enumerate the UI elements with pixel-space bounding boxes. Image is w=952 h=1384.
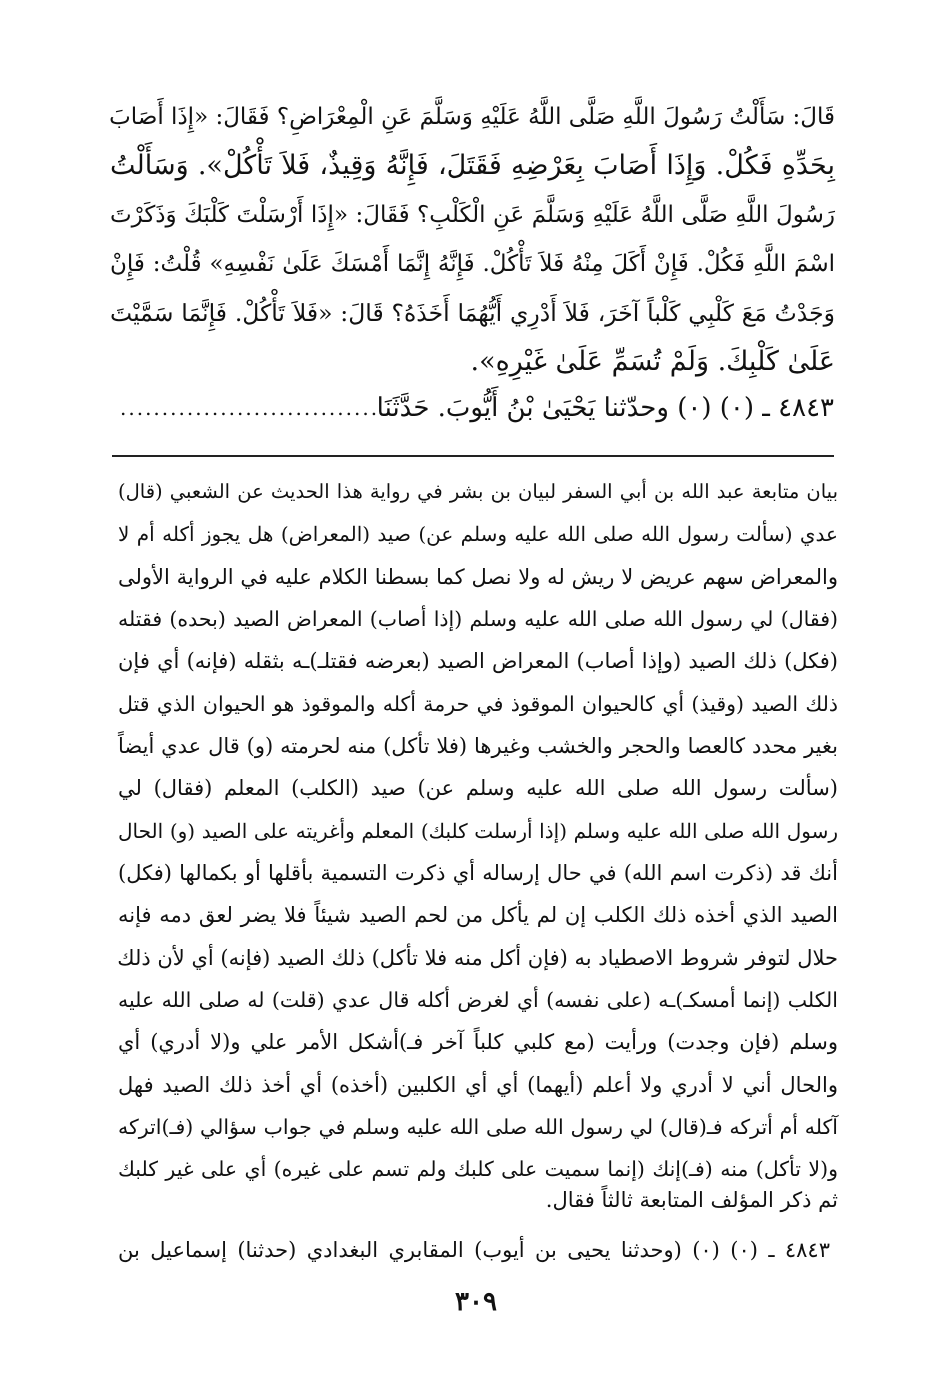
hadith-line: عَلَىٰ كَلْبِكَ. وَلَمْ تُسَمِّ عَلَىٰ غَيْرِهِ». [470,346,835,377]
footnote-separator [112,455,834,457]
commentary-line: (فقال) لي رسول الله صلى الله عليه وسلم (إذا أصاب) المعراض الصيد (بحده) فقتله [118,607,838,631]
commentary-line: وسلم (فإن وجدت) ورأيت (مع كلبي كلباً آخر فـ)أشكل الأمر علي و(لا أدري) أي [118,1030,838,1054]
commentary-line: و(لا تأكل) منه (فـ)إنك (إنما سميت على كلبك ولم تسم على غيره) أي على غير كلبك [118,1157,838,1181]
commentary-line: آكله أم أتركه فـ(قال) لي رسول الله صلى الله عليه وسلم في جواب سؤالي (فـ)اتركه [118,1115,838,1139]
commentary-line: (سألت رسول الله صلى الله عليه وسلم عن) صيد (الكلب) المعلم (فقال) لي [118,776,838,800]
commentary-line: بيان متابعة عبد الله بن أبي السفر لبيان بن بشر في رواية هذا الحديث عن الشعبي (قال) [118,480,838,503]
hadith-line: اسْمَ اللَّهِ فَكُلْ. فَإِنْ أَكَلَ مِنْهُ فَلاَ تَأْكُلْ. فَإِنَّهُ إِنَّمَا أَمْسَكَ عَلَىٰ نَفْسِهِ» قُلْتُ: فَإِنْ [110,251,835,277]
commentary-line: حلال لتوفر شروط الاصطياد به (فإن أكل منه فلا تأكل) ذلك الصيد (فإنه) أي لأن ذلك [117,946,838,970]
next-hadith-lead: ٤٨٤٣ ـ (٠) (٠) وحدّثنا يَحْيَىٰ بْنُ أَيُّوبَ. حَدَّثَنَا [376,393,834,423]
hadith-line: وَجَدْتُ مَعَ كَلْبِي كَلْباً آخَرَ، فَلاَ أَدْرِي أَيُّهُمَا أَخَذَهُ؟ قَالَ: «فَلاَ تَأْكُلْ. فَإِنَّمَا سَمَّيْتَ [110,299,835,327]
hadith-line: قَالَ: سَأَلْتُ رَسُولَ اللَّهِ صَلَّى اللَّهُ عَلَيْهِ وَسَلَّمَ عَنِ الْمِعْرَاضِ؟ فَقَالَ: «إِذَا أَصَابَ [109,104,835,130]
commentary-line: ثم ذكر المؤلف المتابعة ثالثاً فقال. [545,1188,838,1212]
page-number: ٣٠٩ [455,1287,497,1317]
hadith-line: بِحَدِّهِ فَكُلْ. وَإِذَا أَصَابَ بِعَرْضِهِ فَقَتَلَ، فَإِنَّهُ وَقِيذٌ، فَلاَ تَأْكُلْ». وَسَأَلْتُ [110,150,835,181]
commentary-line: ذلك الصيد (وقيذ) أي كالحيوان الموقوذ في حرمة أكله والموقوذ هو الحيوان الذي قتل [118,692,838,716]
commentary-line: والحال أني لا أدري ولا أعلم (أيهما) أي أي الكلبين (أخذه) أي أخذ ذلك الصيد فهل [118,1073,838,1097]
commentary-line: أنك قد (ذكرت اسم الله) في حال إرساله أي ذكرت التسمية بأقلها أو بكمالها (فكل) [118,861,838,885]
next-hadith-commentary-line: ٤٨٤٣ ـ (٠) (٠) (وحدثنا يحيى بن أيوب) المقابري البغدادي (حدثنا) إسماعيل بن [118,1238,830,1262]
commentary-line: والمعراض سهم عريض لا ريش له ولا نصل كما بسطنا الكلام عليه في الرواية الأولى [118,565,838,589]
hadith-line: رَسُولَ اللَّهِ صَلَّى اللَّهُ عَلَيْهِ وَسَلَّمَ عَنِ الْكَلْبِ؟ فَقَالَ: «إِذَا أَرْسَلْتَ كَلْبَكَ وَذَكَرْتَ [110,202,835,228]
commentary-line: الكلب (إنما أمسكـ)ـه (على نفسه) أي لغرض أكله قال عدي (قلت) له صلى الله عليه [118,988,838,1012]
commentary-line: (فكل) ذلك الصيد (وإذا أصاب) المعراض الصيد (بعرضه فقتلـ)ـه بثقله (فإنه) أي فإن [118,649,838,673]
commentary-line: رسول الله صلى الله عليه وسلم (إذا أرسلت كلبك) المعلم وأغريته على الصيد (و) الحال [118,819,838,843]
commentary-line: بغير محدد كالعصا والحجر والخشب وغيرها (فلا تأكل) منه لحرمته (و) قال عدي أيضاً [118,734,838,758]
commentary-line: عدي (سألت رسول الله صلى الله عليه وسلم عن) صيد (المعراض) هل يجوز أكله أم لا [118,522,838,546]
dotted-continuation: ............................... [120,396,380,420]
commentary-line: الصيد الذي أخذه ذلك الكلب إن لم يأكل من لحم الصيد شيئاً فلا يضر لعق دمه فإنه [118,903,838,927]
